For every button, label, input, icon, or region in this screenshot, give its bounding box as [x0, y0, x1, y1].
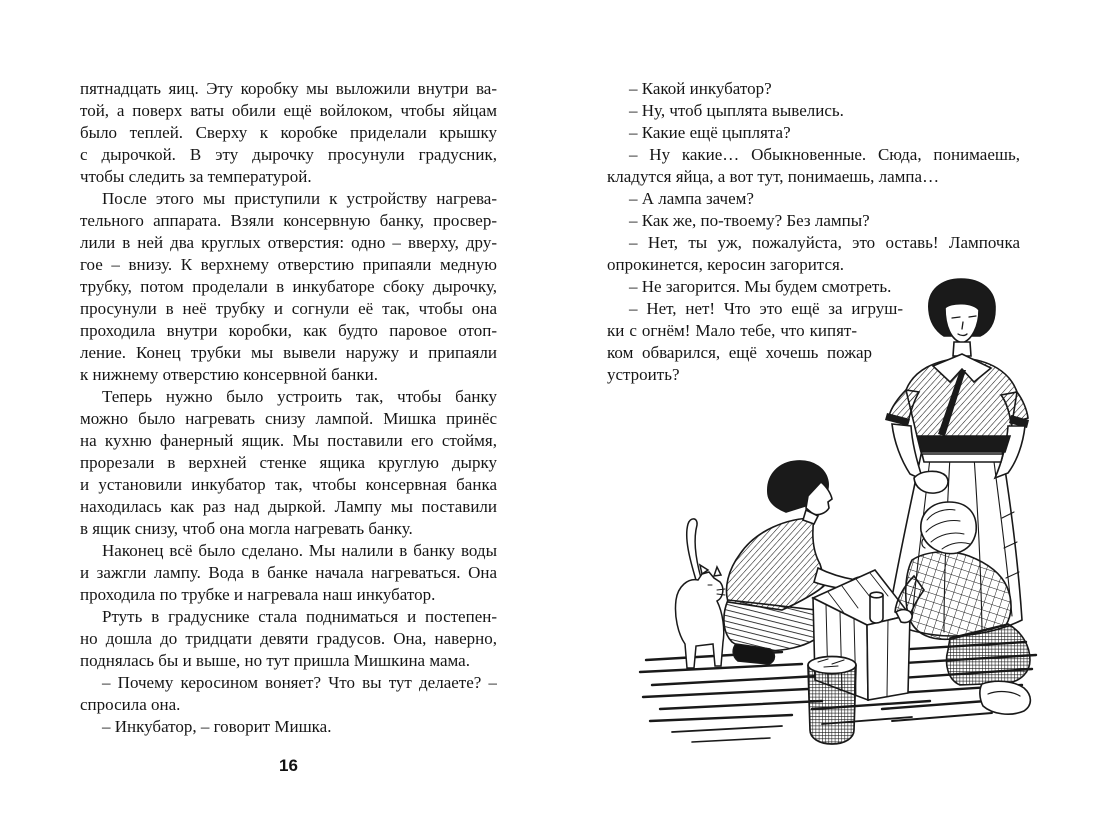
- dark-can-body: [808, 666, 856, 744]
- text-line: кладутся яйца, а вот тут, понимаешь, лампа…: [607, 167, 940, 186]
- text-line: проходила внутри коробки, как будто паровое отоп-: [80, 321, 497, 340]
- text-line: но дошла до тридцати девяти градусов. Она, наверно,: [80, 629, 497, 648]
- text-line: просунули в неё трубку и согнули её так, чтобы она: [80, 299, 497, 318]
- left-page-text: [80, 78, 497, 738]
- text-line: и установили инкубатор так, чтобы консервная банка: [80, 475, 497, 494]
- box-right-face: [867, 615, 910, 700]
- text-line: гое – внизу. К верхнему отверстию припаяли медную: [80, 255, 497, 274]
- text-line: – Ну, чтоб цыплята вывелись.: [629, 101, 844, 120]
- tin-can: [870, 595, 883, 623]
- text-line: тельного аппарата. Взяли консервную банку, просвер-: [80, 211, 497, 230]
- text-line: чтобы следить за температурой.: [80, 167, 312, 186]
- text-line: ление. Конец трубки мы вывели наружу и припаяли: [80, 343, 497, 362]
- text-line: поднялась бы и выше, но тут пришла Мишкина мама.: [80, 651, 470, 670]
- cat-tail: [687, 519, 701, 580]
- text-line: лили в ней два круглых отверстия: одно – вверху, дру-: [80, 233, 497, 252]
- text-line: Ртуть в градуснике стала подниматься и постепен-: [102, 607, 497, 626]
- text-line: в ящик снизу, чтоб она могла нагревать банку.: [80, 519, 413, 538]
- text-line: с дырочкой. В эту дырочку просунули градусник,: [80, 145, 497, 164]
- dark-can: [808, 657, 856, 745]
- page-number: 16: [279, 756, 298, 775]
- mother-waistband: [917, 436, 1010, 452]
- text-line: ки с огнём! Мало тебе, что кипят-: [607, 321, 857, 340]
- text-line: – Не загорится. Мы будем смотреть.: [629, 277, 892, 296]
- cat: [675, 519, 725, 668]
- text-line: – А лампа зачем?: [629, 189, 754, 208]
- text-line: – Какие ещё цыплята?: [629, 123, 791, 142]
- text-line: опрокинется, керосин загорится.: [607, 255, 845, 274]
- text-line: было теплей. Сверху к коробке приделали крышку: [80, 123, 497, 142]
- text-line: – Нет, ты уж, пожалуйста, это оставь! Лампочка: [629, 233, 1020, 252]
- ink-drawing: [630, 268, 1050, 755]
- text-line: на кухню фанерный ящик. Мы поставили его стоймя,: [80, 431, 497, 450]
- mother-face: [945, 304, 979, 343]
- text-line: После этого мы приступили к устройству нагрева-: [102, 189, 497, 208]
- text-line: к нижнему отверстию консервной банки.: [80, 365, 378, 384]
- text-line: – Нет, нет! Что это ещё за игруш-: [629, 299, 903, 318]
- text-line: устроить?: [607, 365, 680, 384]
- text-line: находилась как раз над дыркой. Лампу мы поставили: [80, 497, 497, 516]
- text-line: – Какой инкубатор?: [629, 79, 772, 98]
- text-line: – Ну какие… Обыкновенные. Сюда, понимаешь,: [629, 145, 1020, 164]
- text-line: ком обварился, ещё хочешь пожар: [607, 343, 872, 362]
- boy-left-pants: [724, 600, 823, 651]
- text-line: проходила по трубке и нагревала наш инкубатор.: [80, 585, 436, 604]
- text-line: спросила она.: [80, 695, 181, 714]
- text-line: – Инкубатор, – говорит Мишка.: [102, 717, 332, 736]
- illustration: [630, 268, 1050, 755]
- text-line: можно было нагревать снизу лампой. Мишка принёс: [80, 409, 497, 428]
- text-line: пятнадцать яиц. Эту коробку мы выложили внутри ва-: [80, 79, 497, 98]
- text-line: – Как же, по-твоему? Без лампы?: [629, 211, 870, 230]
- text-line: Теперь нужно было устроить так, чтобы банку: [102, 387, 497, 406]
- text-line: и зажгли лампу. Вода в банке начала нагреваться. Она: [80, 563, 497, 582]
- text-line: той, а поверх ваты обили ещё войлоком, чтобы яйцам: [80, 101, 497, 120]
- dark-can-lid: [808, 657, 856, 674]
- text-line: Наконец всё было сделано. Мы налили в банку воды: [102, 541, 497, 560]
- cat-body: [675, 572, 723, 668]
- boy-right-shoe: [980, 681, 1031, 714]
- boy-left-sweater: [727, 518, 827, 610]
- text-line: – Почему керосином воняет? Что вы тут делаете? –: [102, 673, 497, 692]
- text-line: трубку, потом проделали в инкубаторе сбоку дырочку,: [80, 277, 497, 296]
- text-line: прорезали в верхней стенке ящика круглую дырку: [80, 453, 497, 472]
